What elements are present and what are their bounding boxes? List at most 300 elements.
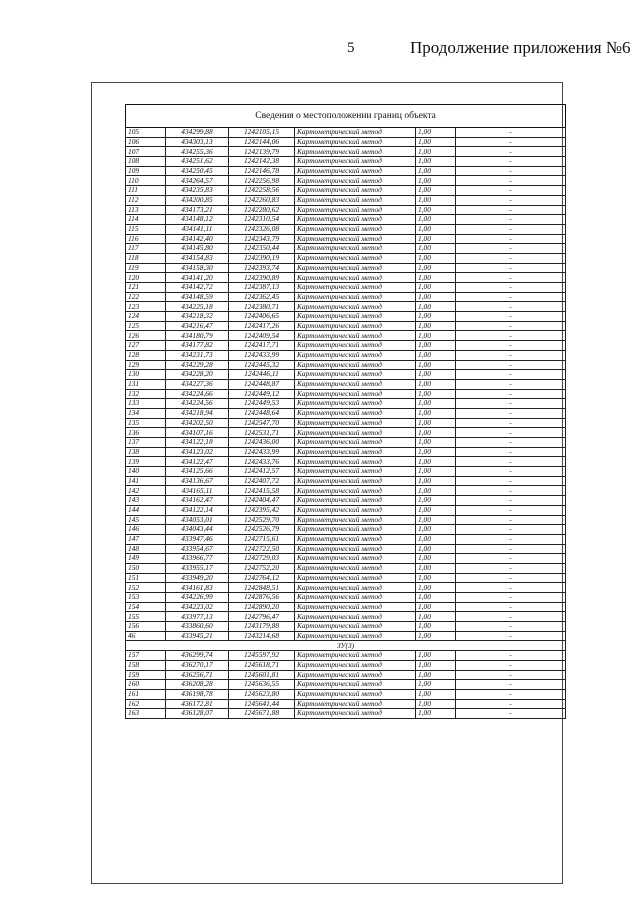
description-cell: - [456, 486, 566, 496]
point-number-cell: 120 [126, 273, 166, 283]
accuracy-cell: 1,00 [416, 496, 456, 506]
point-number-cell: 121 [126, 283, 166, 293]
accuracy-cell: 1,00 [416, 273, 456, 283]
y-coordinate-cell: 1245618,71 [229, 660, 295, 670]
accuracy-cell: 1,00 [416, 341, 456, 351]
method-cell: Картометрический метод [295, 631, 416, 641]
description-cell: - [456, 224, 566, 234]
point-number-cell: 154 [126, 602, 166, 612]
y-coordinate-cell: 1242105,15 [229, 128, 295, 138]
table-row [126, 660, 566, 670]
x-coordinate-cell: 436299,74 [166, 651, 229, 661]
point-number-cell: 128 [126, 350, 166, 360]
accuracy-cell: 1,00 [416, 263, 456, 273]
table-row [126, 670, 566, 680]
point-number-cell: 161 [126, 689, 166, 699]
point-number-cell: 148 [126, 544, 166, 554]
table-row [126, 515, 566, 525]
point-number-cell: 153 [126, 593, 166, 603]
y-coordinate-cell: 1242139,79 [229, 147, 295, 157]
table-row [126, 593, 566, 603]
point-number-cell: 160 [126, 680, 166, 690]
accuracy-cell: 1,00 [416, 176, 456, 186]
x-coordinate-cell: 434231,73 [166, 350, 229, 360]
x-coordinate-cell: 434122,18 [166, 438, 229, 448]
description-cell: - [456, 602, 566, 612]
x-coordinate-cell: 434218,32 [166, 312, 229, 322]
point-number-cell: 146 [126, 525, 166, 535]
point-number-cell: 131 [126, 379, 166, 389]
y-coordinate-cell: 1242848,51 [229, 583, 295, 593]
description-cell: - [456, 476, 566, 486]
accuracy-cell: 1,00 [416, 215, 456, 225]
description-cell: - [456, 312, 566, 322]
point-number-cell: 124 [126, 312, 166, 322]
point-number-cell: 149 [126, 554, 166, 564]
x-coordinate-cell: 434043,44 [166, 525, 229, 535]
y-coordinate-cell: 1242144,06 [229, 137, 295, 147]
x-coordinate-cell: 434148,59 [166, 292, 229, 302]
method-cell: Картометрический метод [295, 195, 416, 205]
table-row [126, 147, 566, 157]
table-row [126, 215, 566, 225]
point-number-cell: 135 [126, 418, 166, 428]
accuracy-cell: 1,00 [416, 689, 456, 699]
x-coordinate-cell: 434165,11 [166, 486, 229, 496]
y-coordinate-cell: 1242547,70 [229, 418, 295, 428]
x-coordinate-cell: 434224,66 [166, 389, 229, 399]
method-cell: Картометрический метод [295, 554, 416, 564]
table-row [126, 583, 566, 593]
x-coordinate-cell: 436198,78 [166, 689, 229, 699]
y-coordinate-cell: 1242526,79 [229, 525, 295, 535]
y-coordinate-cell: 1245636,55 [229, 680, 295, 690]
method-cell: Картометрический метод [295, 544, 416, 554]
point-number-cell: 108 [126, 157, 166, 167]
accuracy-cell: 1,00 [416, 631, 456, 641]
x-coordinate-cell: 436256,71 [166, 670, 229, 680]
method-cell: Картометрический метод [295, 166, 416, 176]
y-coordinate-cell: 1242436,00 [229, 438, 295, 448]
description-cell: - [456, 273, 566, 283]
y-coordinate-cell: 1242449,53 [229, 399, 295, 409]
y-coordinate-cell: 1242395,42 [229, 505, 295, 515]
method-cell: Картометрический метод [295, 505, 416, 515]
y-coordinate-cell: 1242729,03 [229, 554, 295, 564]
x-coordinate-cell: 434299,88 [166, 128, 229, 138]
accuracy-cell: 1,00 [416, 486, 456, 496]
y-coordinate-cell: 1242448,87 [229, 379, 295, 389]
method-cell: Картометрический метод [295, 379, 416, 389]
x-coordinate-cell: 434177,82 [166, 341, 229, 351]
method-cell: Картометрический метод [295, 593, 416, 603]
y-coordinate-cell: 1242722,50 [229, 544, 295, 554]
y-coordinate-cell: 1242393,74 [229, 263, 295, 273]
description-cell: - [456, 166, 566, 176]
description-cell: - [456, 195, 566, 205]
description-cell: - [456, 128, 566, 138]
x-coordinate-cell: 434173,21 [166, 205, 229, 215]
method-cell: Картометрический метод [295, 292, 416, 302]
point-number-cell: 123 [126, 302, 166, 312]
description-cell: - [456, 709, 566, 719]
table-row [126, 331, 566, 341]
point-number-cell: 163 [126, 709, 166, 719]
y-coordinate-cell: 1242280,62 [229, 205, 295, 215]
x-coordinate-cell: 436270,17 [166, 660, 229, 670]
accuracy-cell: 1,00 [416, 660, 456, 670]
y-coordinate-cell: 1242380,71 [229, 302, 295, 312]
description-cell: - [456, 612, 566, 622]
table-row [126, 689, 566, 699]
y-coordinate-cell: 1242256,98 [229, 176, 295, 186]
method-cell: Картометрический метод [295, 128, 416, 138]
accuracy-cell: 1,00 [416, 709, 456, 719]
description-cell: - [456, 292, 566, 302]
accuracy-cell: 1,00 [416, 389, 456, 399]
y-coordinate-cell: 1242409,54 [229, 331, 295, 341]
point-number-cell: 115 [126, 224, 166, 234]
accuracy-cell: 1,00 [416, 457, 456, 467]
method-cell: Картометрический метод [295, 573, 416, 583]
y-coordinate-cell: 1242404,47 [229, 496, 295, 506]
table-row [126, 563, 566, 573]
accuracy-cell: 1,00 [416, 612, 456, 622]
accuracy-cell: 1,00 [416, 544, 456, 554]
table-row [126, 467, 566, 477]
y-coordinate-cell: 1242446,11 [229, 370, 295, 380]
description-cell: - [456, 389, 566, 399]
accuracy-cell: 1,00 [416, 321, 456, 331]
accuracy-cell: 1,00 [416, 583, 456, 593]
x-coordinate-cell: 434145,80 [166, 244, 229, 254]
point-number-cell: 132 [126, 389, 166, 399]
accuracy-cell: 1,00 [416, 602, 456, 612]
x-coordinate-cell: 433966,77 [166, 554, 229, 564]
section-label: ЗУ(3) [126, 641, 566, 651]
description-cell: - [456, 554, 566, 564]
method-cell: Картометрический метод [295, 186, 416, 196]
method-cell: Картометрический метод [295, 321, 416, 331]
accuracy-cell: 1,00 [416, 244, 456, 254]
description-cell: - [456, 680, 566, 690]
method-cell: Картометрический метод [295, 486, 416, 496]
method-cell: Картометрический метод [295, 525, 416, 535]
method-cell: Картометрический метод [295, 534, 416, 544]
x-coordinate-cell: 434107,16 [166, 428, 229, 438]
method-cell: Картометрический метод [295, 273, 416, 283]
method-cell: Картометрический метод [295, 408, 416, 418]
method-cell: Картометрический метод [295, 360, 416, 370]
point-number-cell: 125 [126, 321, 166, 331]
table-row [126, 205, 566, 215]
point-number-cell: 137 [126, 438, 166, 448]
point-number-cell: 150 [126, 563, 166, 573]
section-row [126, 641, 566, 651]
point-number-cell: 156 [126, 622, 166, 632]
method-cell: Картометрический метод [295, 709, 416, 719]
table-row [126, 283, 566, 293]
table-row [126, 534, 566, 544]
accuracy-cell: 1,00 [416, 573, 456, 583]
table-row [126, 263, 566, 273]
y-coordinate-cell: 1242260,83 [229, 195, 295, 205]
description-cell: - [456, 321, 566, 331]
x-coordinate-cell: 434180,79 [166, 331, 229, 341]
x-coordinate-cell: 434264,57 [166, 176, 229, 186]
method-cell: Картометрический метод [295, 399, 416, 409]
table-row [126, 505, 566, 515]
description-cell: - [456, 593, 566, 603]
table-row [126, 176, 566, 186]
method-cell: Картометрический метод [295, 467, 416, 477]
accuracy-cell: 1,00 [416, 534, 456, 544]
x-coordinate-cell: 434148,12 [166, 215, 229, 225]
accuracy-cell: 1,00 [416, 525, 456, 535]
y-coordinate-cell: 1242310,54 [229, 215, 295, 225]
table-row [126, 302, 566, 312]
accuracy-cell: 1,00 [416, 331, 456, 341]
table-row [126, 253, 566, 263]
point-number-cell: 106 [126, 137, 166, 147]
method-cell: Картометрический метод [295, 680, 416, 690]
description-cell: - [456, 350, 566, 360]
table-row [126, 699, 566, 709]
table-row [126, 137, 566, 147]
description-cell: - [456, 418, 566, 428]
method-cell: Картометрический метод [295, 583, 416, 593]
point-number-cell: 152 [126, 583, 166, 593]
method-cell: Картометрический метод [295, 602, 416, 612]
table-row [126, 244, 566, 254]
method-cell: Картометрический метод [295, 699, 416, 709]
y-coordinate-cell: 1242448,64 [229, 408, 295, 418]
point-number-cell: 117 [126, 244, 166, 254]
y-coordinate-cell: 1242258,56 [229, 186, 295, 196]
y-coordinate-cell: 1242415,58 [229, 486, 295, 496]
y-coordinate-cell: 1242406,65 [229, 312, 295, 322]
y-coordinate-cell: 1242752,20 [229, 563, 295, 573]
point-number-cell: 155 [126, 612, 166, 622]
accuracy-cell: 1,00 [416, 292, 456, 302]
point-number-cell: 109 [126, 166, 166, 176]
accuracy-cell: 1,00 [416, 283, 456, 293]
table-row [126, 631, 566, 641]
x-coordinate-cell: 436208,28 [166, 680, 229, 690]
accuracy-cell: 1,00 [416, 128, 456, 138]
accuracy-cell: 1,00 [416, 302, 456, 312]
table-row [126, 651, 566, 661]
method-cell: Картометрический метод [295, 157, 416, 167]
point-number-cell: 142 [126, 486, 166, 496]
description-cell: - [456, 631, 566, 641]
description-cell: - [456, 157, 566, 167]
y-coordinate-cell: 1242326,08 [229, 224, 295, 234]
description-cell: - [456, 447, 566, 457]
point-number-cell: 138 [126, 447, 166, 457]
x-coordinate-cell: 433955,17 [166, 563, 229, 573]
accuracy-cell: 1,00 [416, 699, 456, 709]
x-coordinate-cell: 434224,56 [166, 399, 229, 409]
point-number-cell: 110 [126, 176, 166, 186]
method-cell: Картометрический метод [295, 253, 416, 263]
description-cell: - [456, 234, 566, 244]
x-coordinate-cell: 434225,18 [166, 302, 229, 312]
x-coordinate-cell: 434161,83 [166, 583, 229, 593]
accuracy-cell: 1,00 [416, 166, 456, 176]
page-number: 5 [347, 40, 355, 56]
x-coordinate-cell: 434122,47 [166, 457, 229, 467]
method-cell: Картометрический метод [295, 205, 416, 215]
x-coordinate-cell: 433947,46 [166, 534, 229, 544]
y-coordinate-cell: 1242433,99 [229, 447, 295, 457]
description-cell: - [456, 544, 566, 554]
method-cell: Картометрический метод [295, 515, 416, 525]
description-cell: - [456, 370, 566, 380]
x-coordinate-cell: 434158,30 [166, 263, 229, 273]
table-row [126, 370, 566, 380]
accuracy-cell: 1,00 [416, 622, 456, 632]
description-cell: - [456, 399, 566, 409]
method-cell: Картометрический метод [295, 215, 416, 225]
method-cell: Картометрический метод [295, 428, 416, 438]
method-cell: Картометрический метод [295, 224, 416, 234]
point-number-cell: 46 [126, 631, 166, 641]
accuracy-cell: 1,00 [416, 205, 456, 215]
accuracy-cell: 1,00 [416, 399, 456, 409]
appendix-heading: Продолжение приложения №6 [410, 38, 631, 57]
accuracy-cell: 1,00 [416, 360, 456, 370]
point-number-cell: 119 [126, 263, 166, 273]
method-cell: Картометрический метод [295, 447, 416, 457]
y-coordinate-cell: 1243179,88 [229, 622, 295, 632]
point-number-cell: 139 [126, 457, 166, 467]
table-row [126, 399, 566, 409]
accuracy-cell: 1,00 [416, 312, 456, 322]
method-cell: Картометрический метод [295, 660, 416, 670]
point-number-cell: 136 [126, 428, 166, 438]
description-cell: - [456, 583, 566, 593]
x-coordinate-cell: 434122,14 [166, 505, 229, 515]
point-number-cell: 143 [126, 496, 166, 506]
accuracy-cell: 1,00 [416, 370, 456, 380]
table-row [126, 157, 566, 167]
description-cell: - [456, 137, 566, 147]
table-row [126, 379, 566, 389]
table-row [126, 186, 566, 196]
accuracy-cell: 1,00 [416, 651, 456, 661]
point-number-cell: 141 [126, 476, 166, 486]
accuracy-cell: 1,00 [416, 408, 456, 418]
method-cell: Картометрический метод [295, 670, 416, 680]
y-coordinate-cell: 1242445,32 [229, 360, 295, 370]
table-row [126, 273, 566, 283]
point-number-cell: 140 [126, 467, 166, 477]
point-number-cell: 114 [126, 215, 166, 225]
method-cell: Картометрический метод [295, 176, 416, 186]
x-coordinate-cell: 434202,50 [166, 418, 229, 428]
x-coordinate-cell: 434154,83 [166, 253, 229, 263]
accuracy-cell: 1,00 [416, 224, 456, 234]
method-cell: Картометрический метод [295, 389, 416, 399]
method-cell: Картометрический метод [295, 651, 416, 661]
table-row [126, 128, 566, 138]
method-cell: Картометрический метод [295, 476, 416, 486]
method-cell: Картометрический метод [295, 438, 416, 448]
description-cell: - [456, 573, 566, 583]
point-number-cell: 133 [126, 399, 166, 409]
point-number-cell: 111 [126, 186, 166, 196]
y-coordinate-cell: 1242876,56 [229, 593, 295, 603]
table-row [126, 428, 566, 438]
table-row [126, 525, 566, 535]
table-row [126, 612, 566, 622]
table-row [126, 292, 566, 302]
description-cell: - [456, 563, 566, 573]
description-cell: - [456, 525, 566, 535]
y-coordinate-cell: 1242146,78 [229, 166, 295, 176]
y-coordinate-cell: 1242362,45 [229, 292, 295, 302]
x-coordinate-cell: 434250,45 [166, 166, 229, 176]
y-coordinate-cell: 1242529,70 [229, 515, 295, 525]
y-coordinate-cell: 1242142,38 [229, 157, 295, 167]
point-number-cell: 144 [126, 505, 166, 515]
table-row [126, 312, 566, 322]
table-row [126, 389, 566, 399]
point-number-cell: 130 [126, 370, 166, 380]
table-row [126, 408, 566, 418]
point-number-cell: 126 [126, 331, 166, 341]
point-number-cell: 105 [126, 128, 166, 138]
table-row [126, 554, 566, 564]
method-cell: Картометрический метод [295, 147, 416, 157]
x-coordinate-cell: 434223,02 [166, 602, 229, 612]
table-title-row [126, 105, 566, 128]
table-row [126, 438, 566, 448]
accuracy-cell: 1,00 [416, 505, 456, 515]
method-cell: Картометрический метод [295, 563, 416, 573]
table-row [126, 709, 566, 719]
x-coordinate-cell: 434141,20 [166, 273, 229, 283]
accuracy-cell: 1,00 [416, 563, 456, 573]
description-cell: - [456, 467, 566, 477]
method-cell: Картометрический метод [295, 263, 416, 273]
table-title: Сведения о местоположении границ объекта [126, 105, 566, 128]
table-row [126, 195, 566, 205]
accuracy-cell: 1,00 [416, 157, 456, 167]
description-cell: - [456, 622, 566, 632]
x-coordinate-cell: 434235,83 [166, 186, 229, 196]
accuracy-cell: 1,00 [416, 195, 456, 205]
table-row [126, 622, 566, 632]
description-cell: - [456, 699, 566, 709]
y-coordinate-cell: 1242449,12 [229, 389, 295, 399]
boundary-coordinates-table [125, 104, 566, 719]
table-row [126, 476, 566, 486]
accuracy-cell: 1,00 [416, 476, 456, 486]
method-cell: Картометрический метод [295, 350, 416, 360]
table-row [126, 486, 566, 496]
description-cell: - [456, 496, 566, 506]
accuracy-cell: 1,00 [416, 147, 456, 157]
table-row [126, 341, 566, 351]
x-coordinate-cell: 433945,21 [166, 631, 229, 641]
point-number-cell: 145 [126, 515, 166, 525]
accuracy-cell: 1,00 [416, 253, 456, 263]
description-cell: - [456, 408, 566, 418]
y-coordinate-cell: 1243214,68 [229, 631, 295, 641]
accuracy-cell: 1,00 [416, 447, 456, 457]
